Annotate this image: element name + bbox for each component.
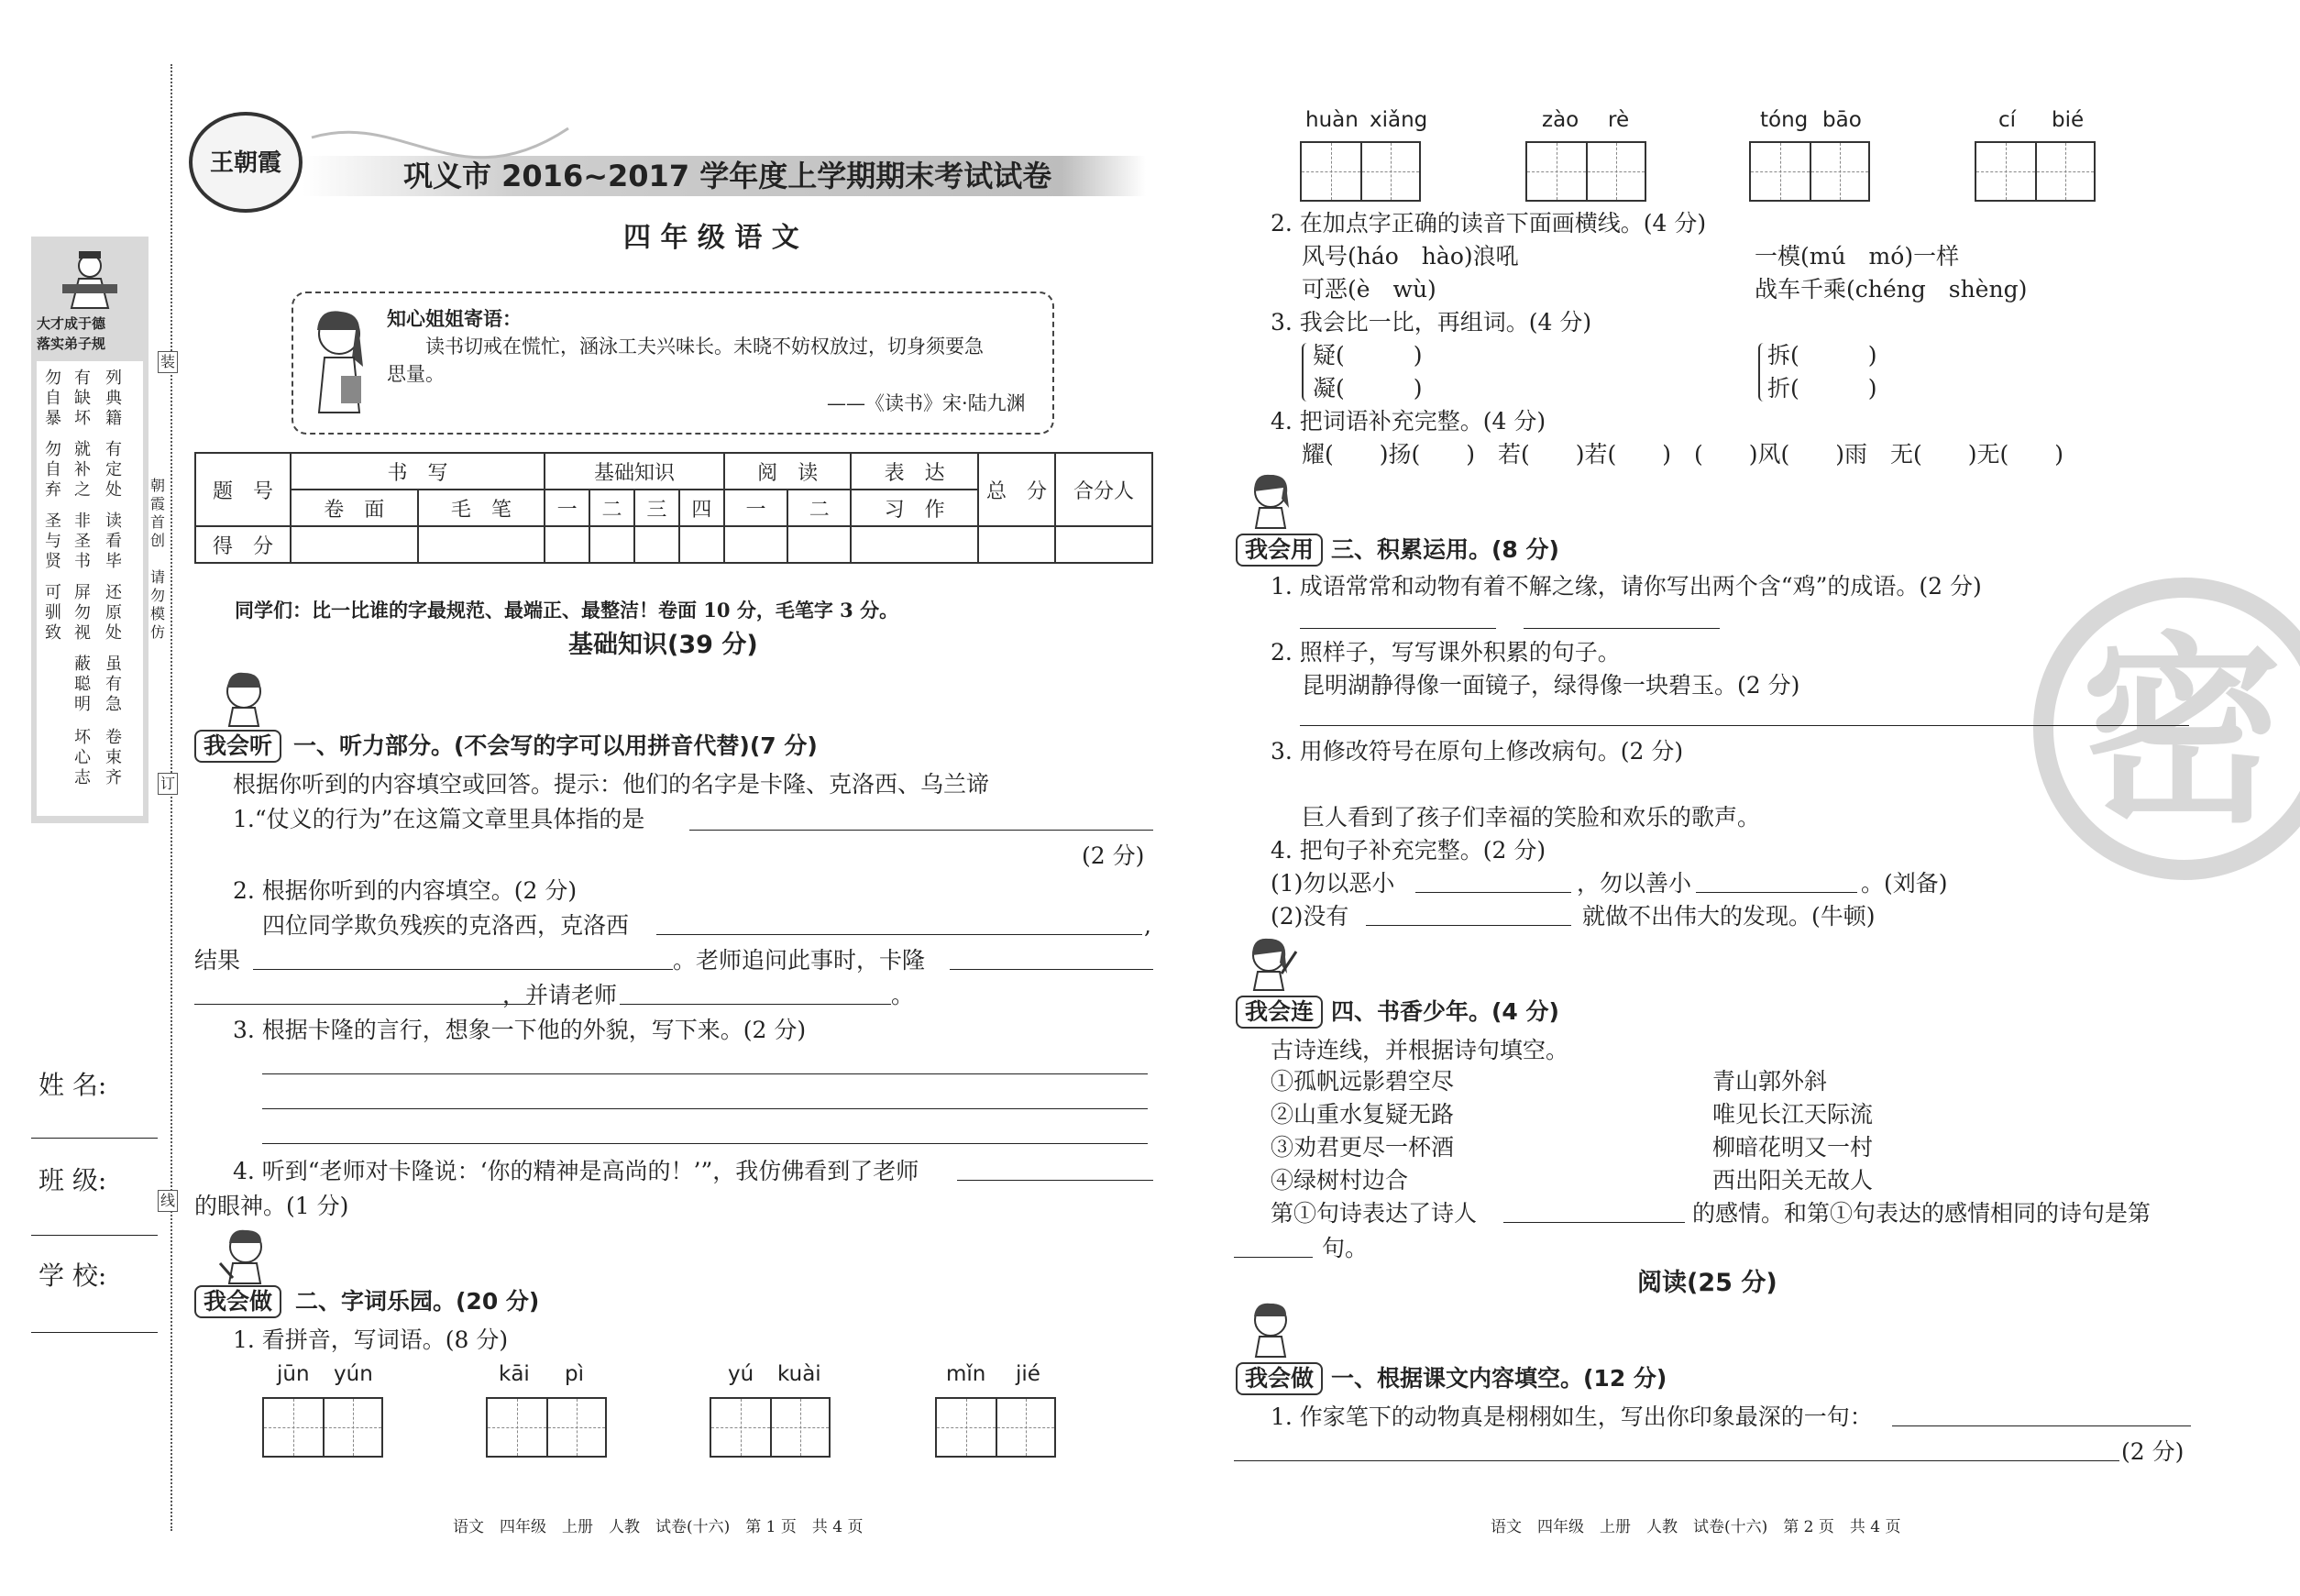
- answer-line[interactable]: [253, 968, 673, 970]
- table-sub-cell: 三: [634, 490, 679, 526]
- pronunciation-a: 风号(háo hào)浪吼: [1302, 243, 1519, 270]
- pinyin-4b: jié: [1016, 1362, 1040, 1386]
- question-1-score: (2 分): [1082, 842, 1145, 869]
- table-sub-cell: 习 作: [851, 490, 978, 526]
- score-cell[interactable]: [634, 526, 679, 563]
- link-fill-3: 句。: [1322, 1235, 1369, 1261]
- writing-grid[interactable]: [710, 1397, 831, 1458]
- listen-title: 一、听力部分。(不会写的字可以用拼音代替)(7 分): [293, 732, 818, 759]
- question-2: 2. 根据你听到的内容填空。(2 分): [233, 877, 578, 904]
- pinyin-3a: yú: [728, 1362, 754, 1386]
- seal-mark-2: 订: [158, 773, 178, 795]
- table-header-cell: 题 号: [195, 453, 291, 526]
- pointing-girl-illustration-icon: [1243, 933, 1298, 992]
- use-q4-a1: (1)勿以恶小: [1271, 870, 1395, 897]
- writing-boy-illustration-icon: [216, 1227, 271, 1285]
- link-fill-2: 的感情。和第①句表达的感情相同的诗句是第: [1692, 1200, 2151, 1227]
- idiom-fill-line: 耀( )扬( ) 若( )若( ) ( )风( )雨 无( )无( ): [1302, 441, 2064, 468]
- pronunciation-b: 一模(mú mó)一样: [1755, 243, 1960, 270]
- use-q3: 3. 用修改符号在原句上修改病句。(2 分): [1271, 738, 1684, 765]
- table-header-cell: 阅 读: [724, 453, 852, 490]
- use-q4-a3: 。(刘备): [1861, 870, 1948, 897]
- page2-footer: 语文 四年级 上册 人教 试卷(十六) 第 2 页 共 4 页: [1491, 1518, 1901, 1536]
- writing-grid[interactable]: [486, 1397, 607, 1458]
- answer-line[interactable]: [1892, 1425, 2191, 1426]
- poem-left-1: ①孤帆远影碧空尽: [1271, 1068, 1455, 1095]
- table-header-cell: 表 达: [851, 453, 978, 490]
- writing-grid[interactable]: [262, 1397, 383, 1458]
- phone-boy-illustration-icon: [1243, 1300, 1298, 1359]
- answer-line[interactable]: [957, 1179, 1153, 1181]
- read-q1: 1. 作家笔下的动物真是栩栩如生，写出你印象最深的一句：: [1271, 1403, 1873, 1430]
- pinyin-1a: jūn: [277, 1362, 310, 1386]
- listen-badge: 我会听: [194, 730, 281, 763]
- comma: ,: [1144, 912, 1151, 939]
- motto-col: 蔽聪明: [74, 655, 91, 714]
- poem-left-2: ②山重水复疑无路: [1271, 1101, 1455, 1128]
- answer-line[interactable]: [1234, 1459, 2119, 1461]
- table-sub-cell: 四: [679, 490, 724, 526]
- use-q3-sentence: 巨人看到了孩子们幸福的笑脸和欢乐的歌声。: [1302, 804, 1761, 831]
- school-field[interactable]: [31, 1331, 158, 1333]
- seal-mark-1: 装: [158, 351, 178, 373]
- pinyin-8a: cí: [1998, 108, 2017, 132]
- motto-columns: [37, 361, 143, 816]
- writing-grid[interactable]: [935, 1397, 1056, 1458]
- pinyin-5a: huàn: [1305, 108, 1359, 132]
- pinyin-4a: mǐn: [946, 1362, 986, 1386]
- motto-col: 还原处: [105, 583, 122, 643]
- pinyin-6a: zào: [1542, 108, 1579, 132]
- p2-question-2: 2. 在加点字正确的读音下面画横线。(4 分): [1271, 210, 1707, 237]
- page1-footer: 语文 四年级 上册 人教 试卷(十六) 第 1 页 共 4 页: [453, 1518, 864, 1536]
- question-4: 4. 听到“老师对卡隆说：‘你的精神是高尚的！’”，我仿佛看到了老师: [233, 1158, 919, 1184]
- poem-right-3: 柳暗花明又一村: [1712, 1134, 1874, 1161]
- answer-line[interactable]: [1366, 924, 1571, 926]
- writing-grid[interactable]: [1525, 141, 1646, 202]
- quote-line-1: 读书切戒在慌忙，涵泳工夫兴味长。未晓不妨权放过，切身须要急: [425, 336, 984, 358]
- motto-2: 落实弟子规: [37, 336, 106, 352]
- motto-col: 就补之: [74, 440, 91, 500]
- score-cell[interactable]: [418, 526, 545, 563]
- brace: [1302, 343, 1309, 402]
- answer-line[interactable]: [950, 968, 1153, 970]
- answer-line[interactable]: [1300, 627, 1496, 629]
- words-q1: 1. 看拼音，写词语。(8 分): [233, 1326, 509, 1353]
- table-sub-cell: 一: [545, 490, 589, 526]
- poem-right-4: 西出阳关无故人: [1712, 1167, 1874, 1194]
- secret-watermark: [2033, 578, 2300, 880]
- use-q4-b1: (2)没有: [1271, 903, 1349, 930]
- question-1: 1.“仗义的行为”在这篇文章里具体指的是: [233, 806, 645, 832]
- p2-question-4: 4. 把词语补充完整。(4 分): [1271, 408, 1546, 435]
- table-sub-cell: 卷 面: [291, 490, 418, 526]
- question-3: 3. 根据卡隆的言行，想象一下他的外貌，写下来。(2 分): [233, 1017, 807, 1043]
- table-header-cell: 合分人: [1055, 453, 1152, 526]
- question-2-line2b: 。老师追问此事时，卡隆: [673, 947, 926, 974]
- motto-col: 读看毕: [105, 512, 122, 571]
- girl-illustration-icon: [301, 303, 378, 431]
- school-label: 学 校:: [39, 1260, 107, 1291]
- use-q4-a2: ，勿以善小: [1577, 870, 1692, 897]
- link-intro: 古诗连线，并根据诗句填空。: [1271, 1037, 1569, 1063]
- motto-col: 勿自弃: [45, 440, 61, 500]
- score-cell[interactable]: [978, 526, 1055, 563]
- pinyin-7a: tóng: [1760, 108, 1809, 132]
- use-q1: 1. 成语常常和动物有着不解之缘，请你写出两个含“鸡”的成语。(2 分): [1271, 573, 1982, 600]
- link-title: 四、书香少年。(4 分): [1331, 998, 1559, 1025]
- table-sub-cell: 一: [724, 490, 787, 526]
- quote-line-2: 思量。: [387, 363, 445, 385]
- table-row-label: 得 分: [195, 526, 291, 563]
- motto-col: 屏勿视: [74, 583, 91, 643]
- scholar-figure-icon: [59, 248, 121, 312]
- score-cell[interactable]: [851, 526, 978, 563]
- pinyin-8b: bié: [2052, 108, 2085, 132]
- brand-logo: [189, 112, 303, 213]
- compare-b: 凝( ): [1313, 375, 1423, 402]
- motto-col: 非圣书: [74, 512, 91, 571]
- motto-col: 虽有急: [105, 655, 122, 714]
- score-cell[interactable]: [545, 526, 589, 563]
- read-title: 一、根据课文内容填空。(12 分): [1331, 1365, 1667, 1392]
- name-label: 姓 名:: [39, 1070, 107, 1100]
- score-cell[interactable]: [787, 526, 851, 563]
- quote-source: ——《读书》宋·陆九渊: [827, 392, 1026, 414]
- compare-c: 拆( ): [1767, 342, 1877, 369]
- watermark-text: 密: [2081, 612, 2283, 850]
- do-badge: 我会做: [1236, 1362, 1323, 1395]
- reading-title: 阅读(25 分): [1637, 1269, 1777, 1297]
- vertical-note-2: 请勿模仿: [149, 568, 165, 641]
- exam-title: 巩义市 2016~2017 学年度上学期期末考试试卷: [403, 159, 1052, 193]
- poem-right-2: 唯见长江天际流: [1712, 1101, 1874, 1128]
- subject-title: 四 年 级 语 文: [623, 222, 799, 254]
- class-field[interactable]: [31, 1234, 158, 1236]
- listen-intro: 根据你听到的内容填空或回答。提示：他们的名字是卡隆、克洛西、乌兰谛: [233, 771, 990, 798]
- use-q4-b2: 就做不出伟大的发现。(牛顿): [1582, 903, 1876, 930]
- motto-col: 卷束齐: [105, 728, 122, 787]
- answer-line[interactable]: [262, 1107, 1148, 1109]
- question-2-line2a: 结果: [194, 947, 241, 974]
- question-2-line3: ，并请老师: [502, 982, 618, 1008]
- table-header-cell: 总 分: [978, 453, 1055, 526]
- writing-grid[interactable]: [1749, 141, 1870, 202]
- score-cell[interactable]: [1055, 526, 1152, 563]
- motto-col: 勿自暴: [45, 369, 61, 428]
- question-4-end: 的眼神。(1 分): [194, 1193, 349, 1219]
- table-sub-cell: 毛 笔: [418, 490, 545, 526]
- pinyin-3b: kuài: [777, 1362, 821, 1386]
- compare-a: 疑( ): [1313, 342, 1423, 369]
- poem-left-3: ③劝君更尽一杯酒: [1271, 1134, 1455, 1161]
- brace: [1758, 343, 1766, 402]
- answer-line[interactable]: [656, 933, 1142, 935]
- section-basic-title: 基础知识(39 分): [568, 631, 758, 659]
- score-cell[interactable]: [291, 526, 418, 563]
- motto-col: 有缺坏: [74, 369, 91, 428]
- pinyin-5b: xiǎng: [1370, 108, 1428, 132]
- vertical-note-1: 朝霞首创: [149, 477, 165, 549]
- table-sub-cell: 二: [787, 490, 851, 526]
- poem-right-1: 青山郭外斜: [1712, 1068, 1828, 1095]
- writing-grid[interactable]: [1300, 141, 1421, 202]
- use-title: 三、积累运用。(8 分): [1331, 536, 1559, 563]
- link-fill-1: 第①句诗表达了诗人: [1271, 1200, 1478, 1227]
- writing-grid[interactable]: [1975, 141, 2096, 202]
- answer-line[interactable]: [1234, 1256, 1313, 1258]
- motto-col: 可驯致: [45, 583, 61, 643]
- pinyin-6b: rè: [1608, 108, 1630, 132]
- score-cell[interactable]: [724, 526, 787, 563]
- motto-col: 圣与贤: [45, 512, 61, 571]
- table-sub-cell: 二: [589, 490, 634, 526]
- table-header-cell: 基础知识: [545, 453, 724, 490]
- answer-line[interactable]: [194, 1003, 535, 1005]
- name-field[interactable]: [31, 1137, 158, 1139]
- answer-line[interactable]: [1696, 891, 1857, 893]
- answer-line[interactable]: [1300, 724, 2189, 726]
- question-2-line3-end: 。: [891, 982, 915, 1008]
- compare-d: 折( ): [1767, 375, 1877, 402]
- answer-line[interactable]: [1415, 891, 1571, 893]
- side-motto-panel: [31, 237, 149, 823]
- motto-1: 大才成于德: [37, 315, 106, 332]
- score-cell[interactable]: [679, 526, 724, 563]
- use-badge: 我会用: [1236, 534, 1323, 567]
- question-2-line1: 四位同学欺负残疾的克洛西，克洛西: [262, 912, 630, 939]
- table-header-cell: 书 写: [291, 453, 545, 490]
- instruction-text: 同学们：比一比谁的字最规范、最端正、最整洁！卷面 10 分，毛笔字 3 分。: [235, 599, 899, 622]
- binding-line: [171, 64, 172, 1531]
- class-label: 班 级:: [39, 1165, 107, 1195]
- logo-text: 王朝霞: [209, 149, 281, 177]
- use-q4: 4. 把句子补充完整。(2 分): [1271, 837, 1546, 864]
- link-badge: 我会连: [1236, 996, 1323, 1029]
- boy-illustration-icon: [216, 669, 271, 728]
- seal-mark-3: 线: [158, 1190, 178, 1212]
- answer-line[interactable]: [262, 1073, 1148, 1074]
- motto-col: 列典籍: [105, 369, 122, 428]
- score-table: [194, 452, 1153, 564]
- answer-line[interactable]: [689, 829, 1153, 831]
- motto-col: 坏心志: [74, 728, 91, 787]
- girl-reader-illustration-icon: [1243, 471, 1298, 530]
- answer-line[interactable]: [1503, 1221, 1685, 1223]
- pinyin-2b: pì: [565, 1362, 584, 1386]
- pronunciation-d: 战车千乘(chéng shèng): [1755, 276, 2028, 303]
- answer-line[interactable]: [262, 1142, 1148, 1144]
- do-badge: 我会做: [194, 1285, 281, 1318]
- use-q2-example: 昆明湖静得像一面镜子，绿得像一块碧玉。(2 分): [1302, 672, 1800, 699]
- score-cell[interactable]: [589, 526, 634, 563]
- pinyin-1b: yún: [334, 1362, 373, 1386]
- use-q2: 2. 照样子，写写课外积累的句子。: [1271, 639, 1621, 666]
- poem-left-4: ④绿树村边合: [1271, 1167, 1409, 1194]
- pinyin-2a: kāi: [499, 1362, 530, 1386]
- words-title: 二、字词乐园。(20 分): [295, 1288, 540, 1315]
- motto-col: 有定处: [105, 440, 122, 500]
- answer-line[interactable]: [620, 1003, 891, 1005]
- quote-heading: 知心姐姐寄语：: [387, 307, 522, 330]
- pinyin-7b: bāo: [1822, 108, 1862, 132]
- answer-line[interactable]: [1524, 627, 1720, 629]
- p2-question-3: 3. 我会比一比，再组词。(4 分): [1271, 309, 1592, 336]
- pronunciation-c: 可恶(è wù): [1302, 276, 1436, 303]
- read-q1-score: (2 分): [2121, 1438, 2184, 1465]
